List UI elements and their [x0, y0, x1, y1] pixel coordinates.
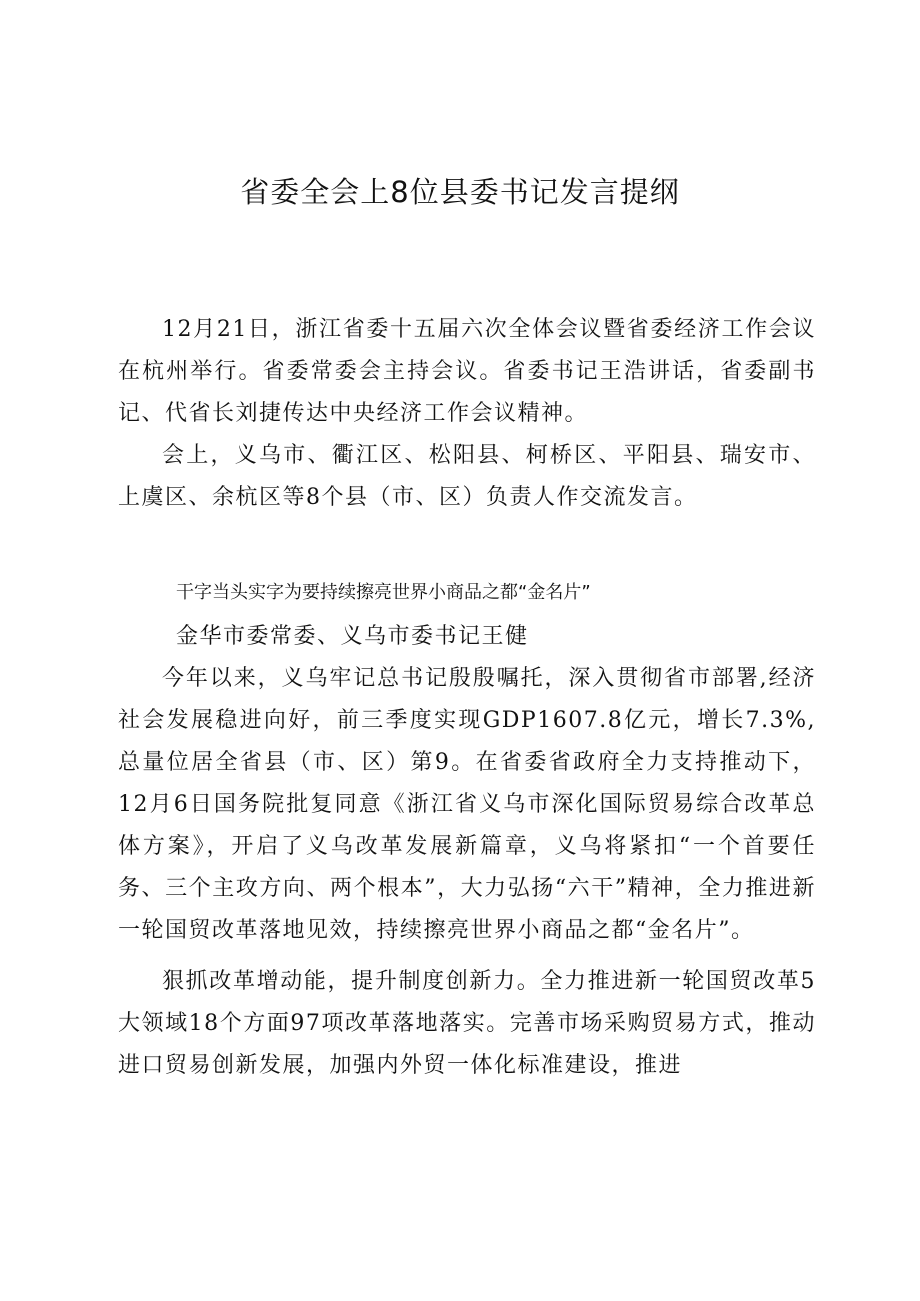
intro-paragraph-2: 会上，义乌市、衢江区、松阳县、柯桥区、平阳县、瑞安市、上虞区、余杭区等8个县（市、区）负责人作交流发言。 — [118, 443, 816, 510]
section-paragraph-2: 狠抓改革增动能，提升制度创新力。全力推进新一轮国贸改革5大领域18个方面97项改革落地落实。完善市场采购贸易方式，推动进口贸易创新发展，加强内外贸一体化标准建设，推进 — [118, 969, 816, 1078]
intro-paragraph-1: 12月21日，浙江省委十五届六次全体会议暨省委经济工作会议在杭州举行。省委常委会主持会议。省委书记王浩讲话，省委副书记、代省长刘捷传达中央经济工作会议精神。 — [118, 317, 816, 426]
section-heading: 干字当头实字为要持续擦亮世界小商品之都“金名片” — [176, 582, 591, 603]
section-paragraph-1: 今年以来，义乌牢记总书记殷殷嘱托，深入贯彻省市部署,经济社会发展稳进向好，前三季度实现GDP1607.8亿元，增长7.3%,总量位居全省县（市、区）第9。在省委省政府全力支持推动下，12月6日国务院批复同意《浙江省义乌市深化国际贸易综合改革总体方案》，开启了义乌改革发展新篇章，义乌将紧扣“一个首要任务、三个主攻方向、两个根本”，大力弘扬“六干”精神，全力推进新一轮国贸改革落地见效，持续擦亮世界小商品之都“金名片”。 — [118, 666, 816, 943]
section-author: 金华市委常委、义乌市委书记王健 — [176, 624, 529, 649]
document-title: 省委全会上8位县委书记发言提纲 — [240, 175, 680, 209]
